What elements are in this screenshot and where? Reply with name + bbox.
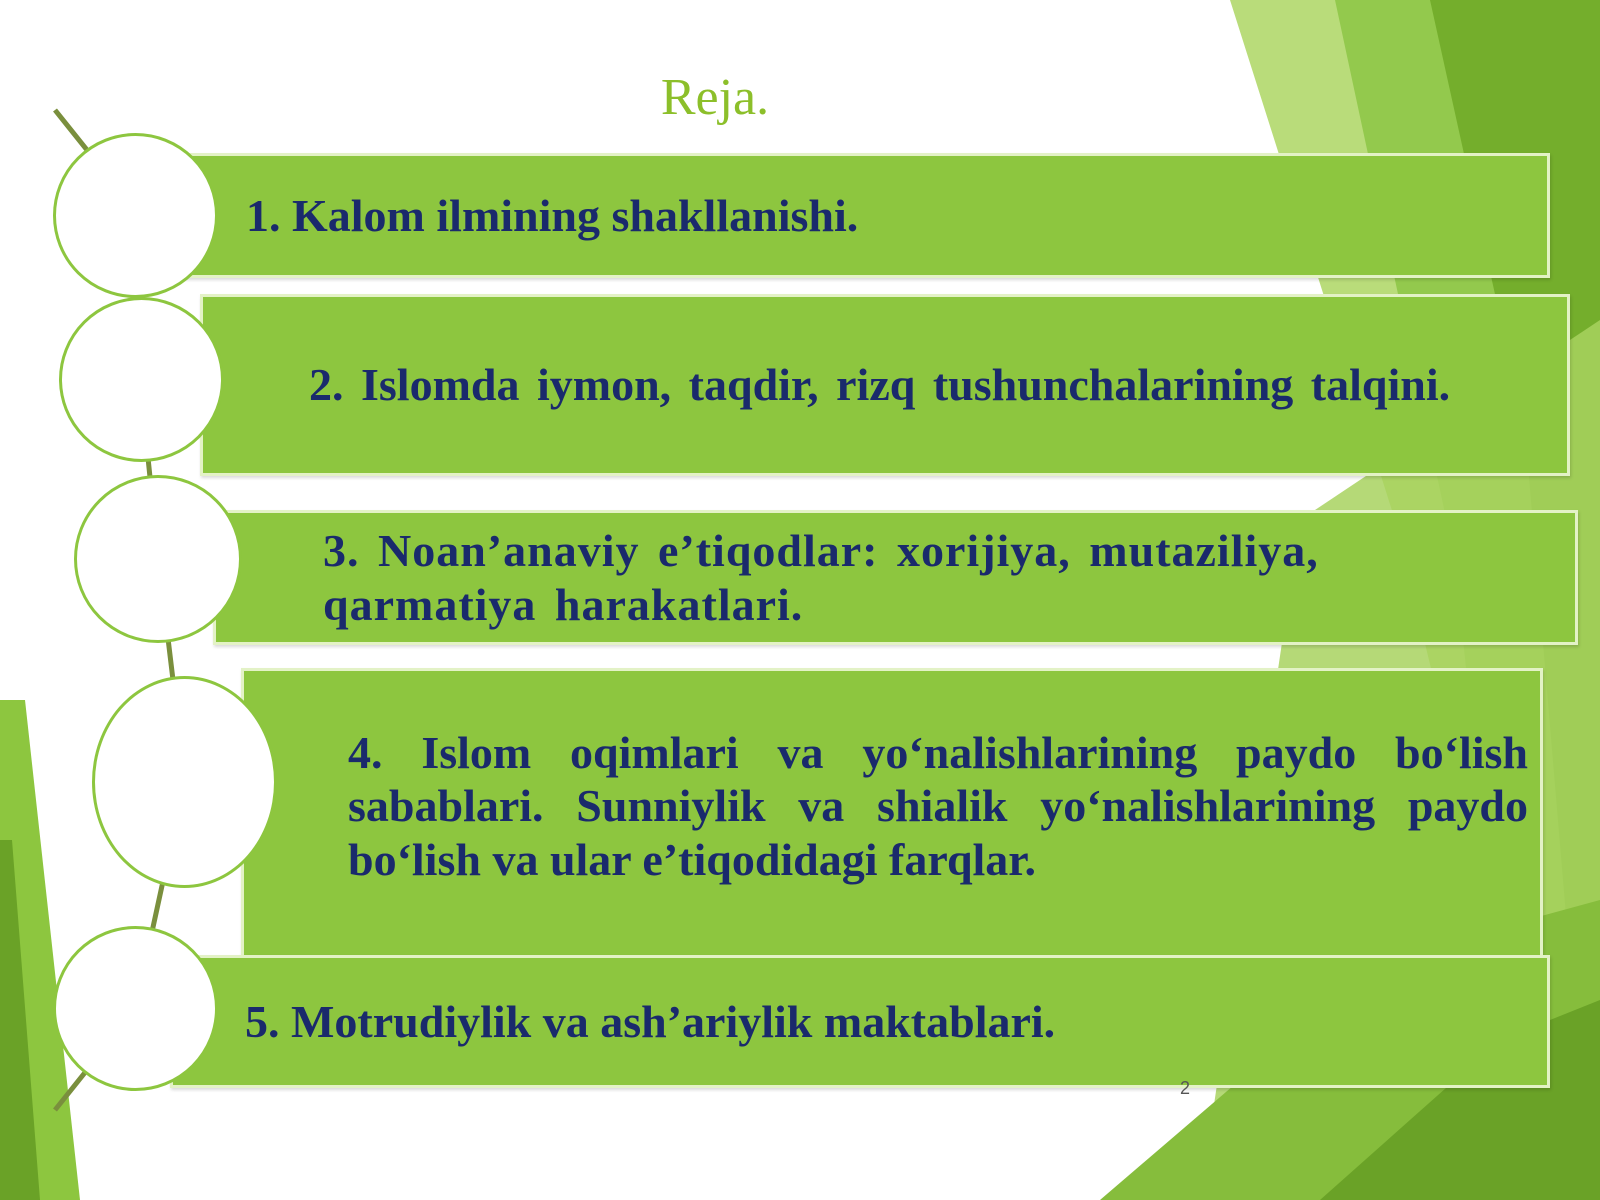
bullet-circle-5 bbox=[53, 926, 218, 1091]
plan-item-1 bbox=[175, 153, 1550, 278]
plan-item-2 bbox=[200, 294, 1570, 476]
page-number: 2 bbox=[1180, 1078, 1191, 1098]
plan-item-2-text: 2. Islomda iymon, taqdir, rizq tushunchalarining talqini. bbox=[309, 359, 1451, 411]
bullet-circle-1 bbox=[53, 133, 218, 298]
plan-item-3-text: 3. Noan’anaviy e’tiqodlar: xorijiya, mutaziliya, qarmatiya harakatlari. bbox=[323, 525, 1319, 630]
bullet-circle-3 bbox=[74, 475, 242, 643]
plan-item-5 bbox=[170, 955, 1550, 1088]
plan-item-4 bbox=[241, 668, 1543, 958]
plan-item-5-text: 5. Motrudiylik va ash’ariylik maktablari. bbox=[245, 995, 1056, 1047]
bullet-circle-4 bbox=[92, 676, 277, 888]
slide-title: Reja. bbox=[660, 69, 770, 126]
bullet-circle-2 bbox=[59, 297, 224, 462]
plan-item-1-text: 1. Kalom ilmining shakllanishi. bbox=[246, 189, 859, 241]
plan-item-4-text: 4. Islom oqimlari va yo‘nalishlarining paydo bo‘lish sabablari. Sunniylik va shialik yo‘nalishlarining paydo bo‘lish va ular e’tiqodidagi farqlar. bbox=[348, 727, 1528, 885]
plan-item-3 bbox=[213, 510, 1578, 645]
